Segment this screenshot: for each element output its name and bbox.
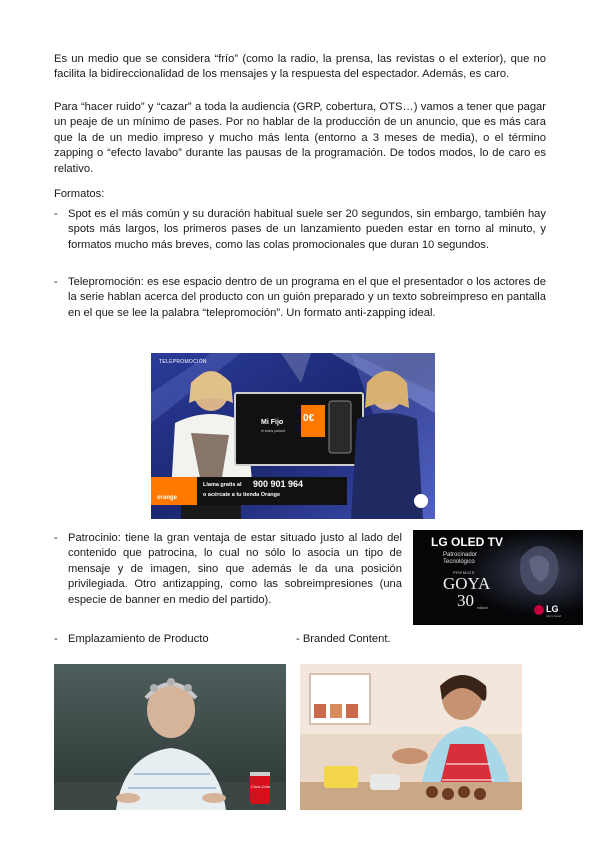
patrocinio-text: Patrocinio: tiene la gran ventaja de estar situado justo al lado del contenido que patrocina, lo cual no sólo lo asocia un tipo de mensaje y de imagen, sino que además le da una posición privilegiada. Otro antizapping, como las sobreimpresiones (una especie de banner en medio del partido). [68,532,402,606]
telepromocion-image [151,353,435,519]
phone-number: 900 901 964 [253,479,304,489]
branded-content-image [300,664,522,810]
call-text: Llama gratis al [203,482,242,488]
bullet-dash: - [54,276,58,288]
lg-goya-sponsor-image [413,530,583,625]
telepromocion-corner-label: TELEPROMOCIÓN [159,359,207,365]
lg-oled-title: LG OLED TV [431,535,503,549]
intro-paragraph: Es un medio que se considera “frío” (como la radio, la prensa, las revistas o el exterior), que no facilita la bidireccionalidad de los mensajes y la respuesta del espectador. Además, es caro. [54,53,546,81]
orange-logo: orange [157,495,178,501]
formats-heading: Formatos: [54,188,105,200]
premios-label: PREMIOS [453,570,475,575]
tv-studio-illustration [151,353,435,519]
sponsor-line-1: Patrocinador [443,552,478,558]
product-placement-image [54,664,286,810]
lg-tagline: Life's Good [546,614,562,618]
goya-edition-label: edición [477,606,489,610]
product-name: Mi Fijo [261,419,284,426]
spot-text: Spot es el más común y su duración habitual suele ser 20 segundos, sin embargo, también hay spots más largos, los primeros pases de un lanzamiento pueden estar en torno al minuto, y formatos mucho más breves, como las colas promocionales que duran 10 segundos. [68,208,546,251]
cost-paragraph: Para “hacer ruido” y “cazar” a toda la audiencia (GRP, cobertura, OTS…) vamos a tener que pagar un peaje de un mínimo de pases. Por no hablar de la producción de un anuncio, que es más cara que la de un medio impreso y mucho más lenta (entorno a 3 meses de media), o el término zapping o “efecto lavabo” durante las pausas de la programación. De todos modos, lo de caro es relativo. [54,101,546,175]
price-tag: 0€ [303,413,315,424]
bullet-dash: - [54,532,58,544]
shop-text: o acércate a tu tienda Orange [203,492,281,498]
coca-cola-can-label: Coca-Cola [251,784,270,789]
bullet-dash: - [54,633,58,645]
branded-content-illustration [300,664,522,810]
goya-edition-number: 30 [457,591,474,610]
telepromocion-text: Telepromoción: es ese espacio dentro de un programa en el que el presentador o los actores de la serie hablan acerca del producto con un guión preparado y un texto sobreimpreso en pantalla en el que se lee la palabra “telepromoción”. Un formato anti-zapping ideal. [68,276,546,319]
sponsor-line-2: Tecnológico [443,559,475,565]
product-subtitle: el todos parlant [261,429,285,433]
bullet-dash: - [54,208,58,220]
lg-logo: LG [546,604,559,614]
goya-title: GOYA [443,574,491,593]
branded-content-text: - Branded Content. [296,633,391,645]
emplazamiento-text: Emplazamiento de Producto [68,633,209,645]
